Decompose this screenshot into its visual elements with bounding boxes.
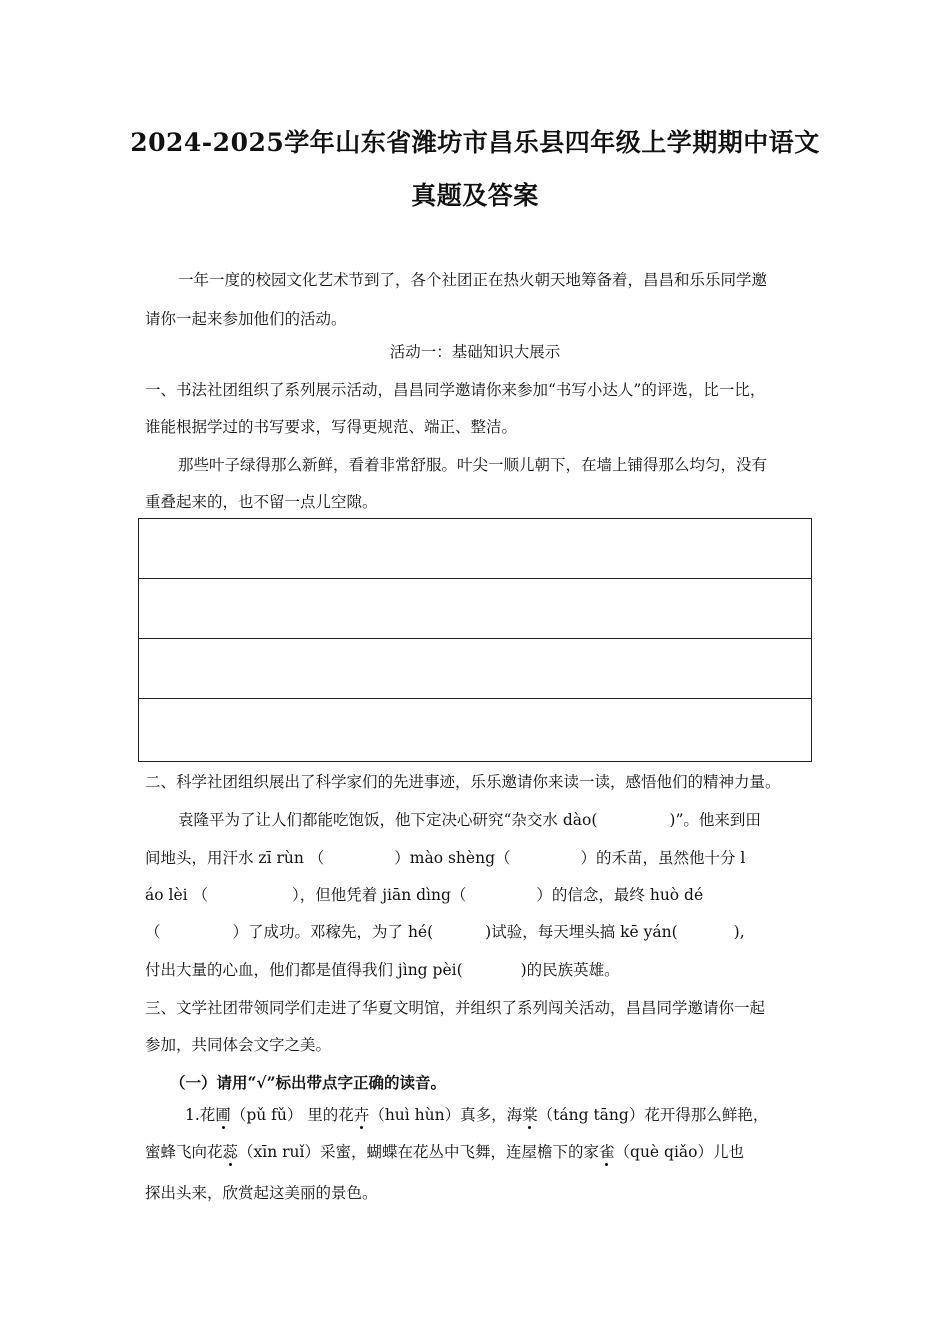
q2-text: ）的信念，最终 huò dé xyxy=(536,886,704,904)
q2-text: ), xyxy=(733,923,745,941)
q2-text: ）了成功。邓稼先，为了 hé( xyxy=(232,923,434,941)
q2-text: )试验，每天埋头搞 kē yán( xyxy=(485,923,678,941)
q3-sentence-line1 xyxy=(185,1105,768,1125)
q2-passage-line2 xyxy=(145,848,745,868)
q3-text: （huì hùn）真多，海 xyxy=(369,1106,523,1124)
q2-passage-line1 xyxy=(178,810,761,830)
q3-text: 1.花 xyxy=(185,1106,216,1124)
writing-row[interactable] xyxy=(139,639,811,699)
dotted-char: 雀 xyxy=(599,1143,615,1161)
q1-passage2: 重叠起来的，也不留一点儿空隙。 xyxy=(145,493,378,511)
q3-sentence-line2 xyxy=(145,1142,744,1162)
q3-text: （què qiǎo）儿也 xyxy=(614,1143,744,1161)
q1-line1: 一、书法社团组织了系列展示活动，昌昌同学邀请你来参加“书写小达人”的评选，比一比， xyxy=(145,381,766,399)
q3-text: （pǔ fǔ） 里的花 xyxy=(230,1106,354,1124)
q2-text: （ xyxy=(145,923,161,941)
writing-row[interactable] xyxy=(139,699,811,759)
dotted-char: 蕊 xyxy=(222,1143,239,1161)
q1-line2: 谁能根据学过的书写要求，写得更规范、端正、整洁。 xyxy=(145,418,518,436)
intro-line1: 一年一度的校园文化艺术节到了，各个社团正在热火朝天地筹备着，昌昌和乐乐同学邀 xyxy=(178,271,768,289)
q2-text: 间地头，用汗水 zī rùn （ xyxy=(145,849,325,867)
q3-text: 蜜蜂飞向花 xyxy=(145,1143,223,1161)
q2-text: áo lèi （ xyxy=(145,886,209,904)
writing-row[interactable] xyxy=(139,519,811,579)
q1-passage1: 那些叶子绿得那么新鲜，看着非常舒服。叶尖一顺儿朝下，在墙上铺得那么均匀，没有 xyxy=(178,456,768,474)
q2-text: 付出大量的心血，他们都是值得我们 jìng pèi( xyxy=(145,961,463,979)
q2-passage-line3 xyxy=(145,885,703,905)
dotted-char: 卉 xyxy=(353,1106,370,1124)
q2-text: )的民族英雄。 xyxy=(520,961,620,979)
page-title-line1: 2024-2025学年山东省潍坊市昌乐县四年级上学期期中语文 xyxy=(130,128,820,157)
q2-passage-line4 xyxy=(145,922,745,942)
q3-subheading: （一）请用“√”标出带点字正确的读音。 xyxy=(170,1073,447,1092)
q2-text: 袁隆平为了让人们都能吃饱饭，他下定决心研究“杂交水 dào( xyxy=(178,811,598,829)
writing-row[interactable] xyxy=(139,579,811,639)
q3-text: （táng tāng）花开得那么鲜艳， xyxy=(537,1106,769,1124)
q3-text: （xīn ruǐ）采蜜，蝴蝶在花丛中飞舞，连屋檐下的家 xyxy=(238,1143,599,1161)
q3-line1: 三、文学社团带领同学们走进了华夏文明馆，并组织了系列闯关活动，昌昌同学邀请你一起 xyxy=(145,999,766,1017)
q2-text: ）mào shèng（ xyxy=(394,849,511,867)
q2-passage-line5 xyxy=(145,960,620,980)
q2-text: )”。他来到田 xyxy=(669,811,761,829)
q2-line1: 二、科学社团组织展出了科学家们的先进事迹，乐乐邀请你来读一读，感悟他们的精神力量。 xyxy=(145,773,781,791)
q3-line2: 参加，共同体会文字之美。 xyxy=(145,1036,332,1054)
q2-text: ）的禾苗，虽然他十分 l xyxy=(580,849,746,867)
page-title-line2: 真题及答案 xyxy=(411,181,539,210)
q3-sentence-line3: 探出头来，欣赏起这美丽的景色。 xyxy=(145,1184,378,1202)
activity1-heading: 活动一：基础知识大展示 xyxy=(389,343,561,361)
intro-line2: 请你一起来参加他们的活动。 xyxy=(145,310,347,328)
q2-text: ），但他凭着 jiān dìng（ xyxy=(292,886,467,904)
dotted-char: 棠 xyxy=(522,1106,538,1124)
dotted-char: 圃 xyxy=(215,1106,231,1124)
writing-grid[interactable] xyxy=(138,518,812,762)
